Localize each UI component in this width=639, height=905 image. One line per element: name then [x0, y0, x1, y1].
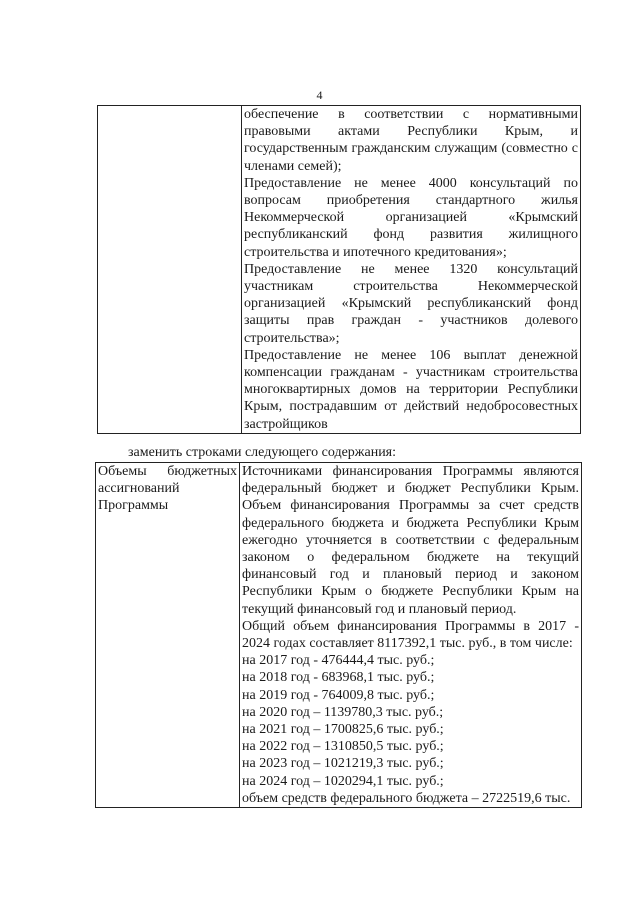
page-number: 4: [316, 88, 323, 102]
year-amount-2017: на 2017 год - 476444,4 тыс. руб.;: [242, 653, 435, 669]
year-amount-2022: на 2022 год – 1310850,5 тыс. руб.;: [242, 739, 444, 755]
paragraph-compensation-payments: Предоставление не менее 106 выплат денежной компенсации гражданам - участникам строительства многоквартирных домов на территории Республики Крым, пострадавшим от действий недобросовестных застройщиков: [244, 347, 578, 432]
table-row: [96, 463, 582, 808]
table-cell-right: [242, 106, 581, 434]
table-previous-wording: [97, 105, 581, 434]
federal-budget-amount: объем средств федерального бюджета – 2722519,6 тыс.: [242, 790, 571, 806]
table-cell-left: [98, 106, 242, 434]
table-cell-left: [96, 463, 240, 808]
year-amount-2021: на 2021 год – 1700825,6 тыс. руб.;: [242, 722, 444, 738]
year-amount-2019: на 2019 год - 764009,8 тыс. руб.;: [242, 687, 435, 703]
table-cell-right: [240, 463, 582, 808]
year-amount-2018: на 2018 год - 683968,1 тыс. руб.;: [242, 670, 435, 686]
paragraph-consultations-4000: Предоставление не менее 4000 консультаций по вопросам приобретения стандартного жилья Некоммерческой организацией «Крымский республиканский фонд развития жилищного строительства и ипотечного кредитования»;: [244, 175, 578, 260]
replace-instruction: заменить строками следующего содержания:: [128, 445, 397, 460]
year-amount-2024: на 2024 год – 1020294,1 тыс. руб.;: [242, 773, 444, 789]
table-row: [98, 106, 581, 434]
budget-allocations-label: Объемы бюджетных ассигнований Программы: [98, 464, 237, 514]
financing-sources-paragraph: Источниками финансирования Программы являются федеральный бюджет и бюджет Республики Крым. Объем финансирования Программы за счет средств федерального бюджета и бюджета Республики Крым ежегодно уточняется в соответствии с федеральным законом о федеральном бюджете на текущий финансовый год и плановый период и законом Республики Крым о бюджете Республики Крым на текущий финансовый год и плановый период.: [242, 464, 579, 617]
paragraph-housing-provision: обеспечение в соответствии с нормативными правовыми актами Республики Крым, и государственным гражданским служащим (совместно с членами семей);: [244, 107, 578, 174]
year-amount-2020: на 2020 год – 1139780,3 тыс. руб.;: [242, 704, 444, 720]
table-new-wording: [95, 462, 582, 808]
total-financing-paragraph: Общий объем финансирования Программы в 2017 - 2024 годах составляет 8117392,1 тыс. руб., в том числе:: [242, 618, 579, 652]
paragraph-consultations-1320: Предоставление не менее 1320 консультаций участникам строительства Некоммерческой организацией «Крымский республиканский фонд защиты прав граждан - участников долевого строительства»;: [244, 261, 578, 346]
year-amount-2023: на 2023 год – 1021219,3 тыс. руб.;: [242, 756, 444, 772]
